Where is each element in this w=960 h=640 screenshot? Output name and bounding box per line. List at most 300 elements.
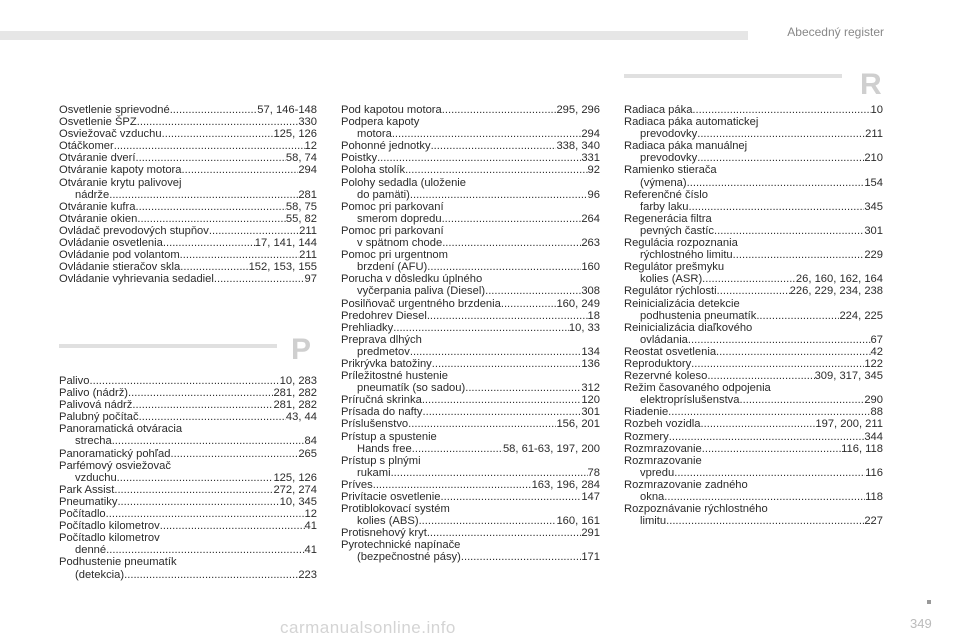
index-entry bbox=[59, 140, 317, 152]
index-entry-label: strecha bbox=[75, 435, 112, 448]
index-entry-heading: Príležitostné hustenie bbox=[341, 370, 448, 383]
index-entry-pages: 26, 160, 162, 164 bbox=[795, 273, 883, 286]
leader-dots bbox=[432, 358, 582, 370]
index-entry bbox=[624, 370, 883, 382]
index-entry-label: pneumatík (so sadou) bbox=[357, 382, 466, 395]
leader-dots bbox=[373, 479, 532, 491]
index-entry-label: vyčerpania paliva (Diesel) bbox=[357, 285, 486, 298]
index-entry-pages: 43, 44 bbox=[285, 411, 317, 424]
index-entry bbox=[341, 104, 600, 116]
index-entry-pages: 272, 274 bbox=[273, 483, 317, 496]
index-entry-pages: 10, 283 bbox=[279, 375, 317, 387]
index-entry bbox=[59, 237, 317, 249]
leader-dots bbox=[674, 467, 865, 479]
leader-dots bbox=[465, 382, 581, 394]
leader-dots bbox=[405, 164, 587, 176]
index-entry-pages: 263 bbox=[581, 237, 600, 250]
index-entry-pages: 281, 282 bbox=[273, 399, 317, 412]
index-entry bbox=[341, 358, 600, 370]
index-entry-pages: 309, 317, 345 bbox=[814, 370, 883, 383]
index-entry bbox=[624, 406, 883, 418]
index-entry-label: do pamäti) bbox=[357, 188, 410, 201]
index-entry-pages: 156, 201 bbox=[556, 418, 600, 431]
index-entry-label: ovládania bbox=[640, 333, 688, 346]
index-entry-pages: 264 bbox=[581, 212, 600, 225]
index-entry-label: Počítadlo bbox=[59, 508, 106, 521]
index-column-p-right bbox=[341, 104, 600, 564]
index-entry-label: Pod kapotou motora bbox=[341, 104, 442, 116]
index-column-r bbox=[624, 104, 883, 527]
index-entry-label: Príslušenstvo bbox=[341, 418, 409, 431]
index-entry-heading: Radiaca páka manuálnej bbox=[624, 140, 748, 153]
index-entry-pages: 265 bbox=[298, 447, 317, 460]
index-entry-label: vpredu bbox=[640, 466, 675, 479]
index-entry bbox=[624, 285, 883, 297]
index-entry bbox=[341, 539, 600, 563]
index-entry-pages: 226, 229, 234, 238 bbox=[789, 285, 883, 298]
leader-dots bbox=[112, 435, 305, 447]
index-entry bbox=[624, 479, 883, 503]
leader-dots bbox=[442, 213, 582, 225]
header-bar bbox=[0, 31, 748, 40]
index-entry-heading: Pyrotechnické napínače bbox=[341, 539, 461, 552]
index-entry-label: podhustenia pneumatík bbox=[640, 309, 757, 322]
index-entry bbox=[341, 455, 600, 479]
leader-dots bbox=[697, 128, 865, 140]
index-entry-pages: 301 bbox=[581, 406, 600, 419]
index-entry-heading: Podhustenie pneumatík bbox=[59, 556, 177, 569]
leader-dots bbox=[410, 346, 581, 358]
index-entry bbox=[624, 298, 883, 322]
index-entry-pages: 136 bbox=[581, 357, 600, 370]
index-entry-pages: 211 bbox=[865, 128, 883, 141]
index-entry bbox=[59, 448, 317, 460]
index-entry-pages: 152, 153, 155 bbox=[248, 261, 317, 274]
index-entry-pages: 84 bbox=[304, 435, 317, 448]
index-entry-pages: 301 bbox=[864, 224, 883, 237]
index-entry-label: Palubný počítač bbox=[59, 411, 139, 424]
index-entry-pages: 281 bbox=[298, 188, 317, 201]
index-entry-pages: 281, 282 bbox=[273, 387, 317, 400]
index-entry-heading: Polohy sedadla (uloženie bbox=[341, 176, 467, 189]
index-entry-heading: Podpera kapoty bbox=[341, 116, 420, 129]
index-entry-pages: 331 bbox=[581, 152, 600, 165]
index-entry-label: Osvetlenie sprievodné bbox=[59, 104, 170, 116]
leader-dots bbox=[114, 140, 305, 152]
index-entry-label: Regulátor rýchlosti bbox=[624, 285, 717, 298]
index-entry-heading: Preprava dlhých bbox=[341, 333, 422, 346]
leader-dots bbox=[163, 237, 255, 249]
index-entry-label: Rozmery bbox=[624, 430, 669, 443]
index-entry-pages: 210 bbox=[864, 152, 883, 165]
index-entry bbox=[59, 201, 317, 213]
index-entry bbox=[59, 387, 317, 399]
index-entry-heading: Porucha v dôsledku úplného bbox=[341, 273, 483, 286]
index-entry-pages: 125, 126 bbox=[273, 471, 317, 484]
index-entry-label: Osviežovač vzduchu bbox=[59, 128, 162, 141]
index-entry bbox=[59, 152, 317, 164]
index-entry-heading: Prístup s plnými bbox=[341, 454, 421, 467]
leader-dots bbox=[135, 201, 285, 213]
leader-dots bbox=[139, 411, 286, 423]
index-entry-label: Reostat osvetlenia bbox=[624, 345, 717, 358]
leader-dots bbox=[391, 467, 588, 479]
index-entry-pages: 57, 146-148 bbox=[257, 104, 317, 116]
leader-dots bbox=[422, 394, 582, 406]
index-entry-label: v spätnom chode bbox=[357, 237, 443, 250]
index-entry-label: Palivová nádrž bbox=[59, 399, 133, 412]
leader-dots bbox=[410, 189, 588, 201]
section-bar-p bbox=[59, 344, 277, 348]
index-entry-label: farby laku bbox=[640, 200, 689, 213]
leader-dots bbox=[408, 418, 556, 430]
index-entry-pages: 344 bbox=[864, 430, 883, 443]
index-entry-pages: 10 bbox=[870, 104, 883, 116]
leader-dots bbox=[393, 322, 569, 334]
index-entry-heading: Otváranie krytu palivovej bbox=[59, 176, 182, 189]
index-entry bbox=[341, 370, 600, 394]
leader-dots bbox=[117, 472, 274, 484]
index-entry-label: nádrže bbox=[75, 188, 110, 201]
index-entry-label: limitu bbox=[640, 515, 667, 528]
index-entry-pages: 116, 118 bbox=[841, 442, 883, 455]
index-entry-label: Otváranie dverí bbox=[59, 152, 136, 165]
leader-dots bbox=[733, 249, 865, 261]
leader-dots bbox=[89, 375, 279, 387]
index-entry-pages: 160, 249 bbox=[556, 297, 600, 310]
index-entry bbox=[341, 116, 600, 140]
leader-dots bbox=[461, 551, 581, 563]
index-entry-pages: 10, 33 bbox=[568, 321, 600, 334]
index-entry-pages: 96 bbox=[587, 188, 600, 201]
leader-dots bbox=[135, 152, 285, 164]
leader-dots bbox=[137, 116, 299, 128]
leader-dots bbox=[109, 189, 298, 201]
index-entry-label: Pohonné jednotky bbox=[341, 140, 431, 153]
index-entry-pages: 224, 225 bbox=[839, 309, 883, 322]
leader-dots bbox=[132, 399, 273, 411]
leader-dots bbox=[419, 515, 557, 527]
index-entry bbox=[59, 520, 317, 532]
index-entry bbox=[624, 382, 883, 406]
leader-dots bbox=[427, 261, 581, 273]
index-entry-label: rukami bbox=[357, 466, 391, 479]
index-entry bbox=[341, 491, 600, 503]
leader-dots bbox=[137, 213, 286, 225]
index-entry-pages: 211 bbox=[299, 249, 317, 262]
leader-dots bbox=[442, 104, 557, 116]
index-entry-label: Ovládanie vyhrievania sedadiel bbox=[59, 273, 214, 286]
index-entry-heading: Rozpoznávanie rýchlostného bbox=[624, 503, 768, 516]
index-entry bbox=[59, 375, 317, 387]
index-entry-pages: 10, 345 bbox=[279, 495, 317, 508]
index-entry-pages: 92 bbox=[587, 164, 600, 177]
index-entry bbox=[59, 128, 317, 140]
leader-dots bbox=[687, 177, 865, 189]
index-entry bbox=[341, 298, 600, 310]
leader-dots bbox=[431, 140, 557, 152]
index-entry-label: Poloha stolík bbox=[341, 164, 406, 177]
index-entry-pages: 171 bbox=[581, 551, 600, 564]
index-entry-label: Ovládanie stieračov skla bbox=[59, 261, 181, 274]
index-entry-label: Príves bbox=[341, 478, 373, 491]
index-entry-pages: 55, 82 bbox=[285, 212, 317, 225]
leader-dots bbox=[377, 152, 581, 164]
index-entry-label: Pneumatiky bbox=[59, 495, 118, 508]
index-entry bbox=[341, 322, 600, 334]
watermark: carmanualsonline.info bbox=[280, 618, 456, 637]
index-entry-heading: Rozmrazovanie bbox=[624, 454, 702, 467]
index-entry-label: Panoramatický pohľad bbox=[59, 447, 171, 460]
index-entry-pages: 211 bbox=[299, 224, 317, 237]
index-entry-label: Rezervné koleso bbox=[624, 370, 708, 383]
index-entry bbox=[341, 225, 600, 249]
index-entry-pages: 17, 141, 144 bbox=[254, 237, 317, 250]
index-entry-pages: 291 bbox=[581, 527, 600, 540]
index-entry-label: kolies (ABS) bbox=[357, 515, 419, 528]
index-entry-heading: Regenerácia filtra bbox=[624, 212, 712, 225]
index-entry-pages: 41 bbox=[304, 520, 317, 533]
index-entry bbox=[341, 431, 600, 455]
index-entry-label: Ovládač prevodových stupňov bbox=[59, 224, 209, 237]
leader-dots bbox=[180, 249, 300, 261]
index-entry-pages: 294 bbox=[298, 164, 317, 177]
index-entry bbox=[59, 496, 317, 508]
index-entry bbox=[59, 249, 317, 261]
leader-dots bbox=[697, 152, 864, 164]
index-entry bbox=[624, 322, 883, 346]
page-number: 349 bbox=[910, 616, 932, 631]
index-entry-heading: Regulátor prešmyku bbox=[624, 261, 725, 274]
index-entry-heading: Protiblokovací systém bbox=[341, 503, 450, 516]
index-entry-pages: 78 bbox=[587, 466, 600, 479]
leader-dots bbox=[714, 225, 864, 237]
index-entry bbox=[341, 527, 600, 539]
leader-dots bbox=[114, 484, 273, 496]
index-entry-label: Palivo bbox=[59, 375, 90, 387]
leader-dots bbox=[717, 285, 790, 297]
index-entry-pages: 88 bbox=[870, 406, 883, 419]
index-entry-label: Predohrev Diesel bbox=[341, 309, 427, 322]
leader-dots bbox=[412, 443, 503, 455]
index-entry bbox=[341, 406, 600, 418]
index-entry-label: Otváranie okien bbox=[59, 212, 138, 225]
leader-dots bbox=[170, 104, 258, 116]
index-entry-pages: 125, 126 bbox=[273, 128, 317, 141]
index-entry-pages: 97 bbox=[304, 273, 317, 286]
index-entry-label: prevodovky bbox=[640, 128, 698, 141]
leader-dots bbox=[688, 334, 871, 346]
leader-dots bbox=[485, 285, 581, 297]
leader-dots bbox=[692, 104, 870, 116]
index-entry-label: elektropríslušenstva bbox=[640, 394, 740, 407]
index-entry-heading: Reinicializácia diaľkového bbox=[624, 321, 753, 334]
index-entry-pages: 160, 161 bbox=[556, 515, 600, 528]
index-entry-pages: 134 bbox=[581, 345, 600, 358]
index-entry bbox=[341, 152, 600, 164]
index-entry bbox=[341, 177, 600, 201]
index-entry-pages: 58, 61-63, 197, 200 bbox=[502, 442, 600, 455]
index-entry-label: Počítadlo kilometrov bbox=[59, 520, 160, 533]
index-entry-label: Privítacie osvetlenie bbox=[341, 491, 441, 503]
index-entry-heading: Reinicializácia detekcie bbox=[624, 297, 740, 310]
index-entry bbox=[624, 455, 883, 479]
index-entry-heading: Referenčné číslo bbox=[624, 188, 708, 201]
index-entry-label: kolies (ASR) bbox=[640, 273, 703, 286]
index-entry bbox=[624, 104, 883, 116]
index-entry-label: (detekcia) bbox=[75, 568, 125, 581]
leader-dots bbox=[128, 387, 273, 399]
index-entry-label: Palivo (nádrž) bbox=[59, 387, 129, 400]
index-entry-label: Otáčkomer bbox=[59, 140, 114, 153]
leader-dots bbox=[427, 310, 588, 322]
index-entry-label: Rozmrazovanie bbox=[624, 442, 702, 455]
index-entry-pages: 58, 74 bbox=[285, 152, 317, 165]
leader-dots bbox=[427, 527, 582, 539]
leader-dots bbox=[117, 496, 279, 508]
leader-dots bbox=[702, 273, 796, 285]
index-entry-heading: Režim časovaného odpojenia bbox=[624, 382, 771, 395]
index-entry-label: Poistky bbox=[341, 152, 378, 165]
index-entry bbox=[624, 116, 883, 140]
index-entry bbox=[59, 532, 317, 556]
index-entry-pages: 42 bbox=[870, 345, 883, 358]
leader-dots bbox=[441, 491, 582, 503]
index-entry-label: (bezpečnostné pásy) bbox=[357, 551, 461, 564]
index-entry-heading: Pomoc pri urgentnom bbox=[341, 249, 448, 262]
index-entry-pages: 154 bbox=[864, 176, 883, 189]
index-entry-pages: 118 bbox=[865, 491, 883, 503]
section-letter-p: P bbox=[291, 333, 312, 366]
index-entry-pages: 197, 200, 211 bbox=[815, 418, 883, 431]
index-entry-label: Park Assist bbox=[59, 483, 115, 496]
index-entry bbox=[624, 237, 883, 261]
index-entry bbox=[624, 189, 883, 213]
index-entry bbox=[624, 213, 883, 237]
index-entry-label: Otváranie kapoty motora bbox=[59, 164, 182, 177]
index-entry-label: Prísada do nafty bbox=[341, 406, 423, 419]
leader-dots bbox=[716, 346, 871, 358]
index-entry bbox=[624, 418, 883, 430]
index-entry bbox=[59, 213, 317, 225]
index-entry-pages: 116 bbox=[865, 466, 883, 479]
index-entry-label: Príručná skrinka bbox=[341, 394, 422, 407]
index-entry-pages: 227 bbox=[864, 515, 883, 528]
index-entry-pages: 120 bbox=[581, 394, 600, 407]
leader-dots bbox=[182, 164, 299, 176]
index-entry bbox=[59, 261, 317, 273]
index-entry bbox=[341, 249, 600, 273]
leader-dots bbox=[209, 225, 299, 237]
index-entry-pages: 12 bbox=[304, 140, 317, 153]
leader-dots bbox=[740, 394, 865, 406]
index-entry-pages: 338, 340 bbox=[556, 140, 600, 153]
index-entry bbox=[624, 358, 883, 370]
section-bar-r bbox=[624, 74, 842, 78]
index-entry bbox=[624, 503, 883, 527]
index-entry-label: rýchlostného limitu bbox=[640, 249, 733, 262]
leader-dots bbox=[501, 298, 557, 310]
index-entry-heading: Prístup a spustenie bbox=[341, 430, 437, 443]
leader-dots bbox=[106, 508, 305, 520]
index-entry-pages: 290 bbox=[864, 394, 883, 407]
leader-dots bbox=[170, 448, 298, 460]
index-entry-pages: 295, 296 bbox=[556, 104, 600, 116]
index-entry-pages: 67 bbox=[870, 333, 883, 346]
index-entry bbox=[59, 164, 317, 176]
index-entry-label: smerom dopredu bbox=[357, 212, 442, 225]
index-entry-heading: Rozmrazovanie zadného bbox=[624, 478, 748, 491]
index-entry bbox=[59, 399, 317, 411]
index-entry-pages: 163, 196, 284 bbox=[531, 478, 600, 491]
index-entry-pages: 58, 75 bbox=[285, 200, 317, 213]
index-entry bbox=[624, 346, 883, 358]
index-entry bbox=[341, 334, 600, 358]
index-entry bbox=[341, 418, 600, 430]
leader-dots bbox=[666, 515, 864, 527]
index-entry-label: Posilňovač urgentného brzdenia bbox=[341, 297, 501, 310]
corner-marker bbox=[927, 600, 931, 604]
index-entry-pages: 41 bbox=[304, 544, 317, 557]
leader-dots bbox=[701, 418, 816, 430]
index-entry bbox=[624, 443, 883, 455]
index-entry-pages: 12 bbox=[304, 508, 317, 521]
index-entry bbox=[624, 261, 883, 285]
index-entry-label: Ovládanie osvetlenia bbox=[59, 237, 163, 250]
index-entry bbox=[624, 164, 883, 188]
index-column-p-left bbox=[59, 375, 317, 581]
leader-dots bbox=[691, 358, 864, 370]
index-entry-label: Hands free bbox=[357, 442, 412, 455]
index-entry-label: Ovládanie pod volantom bbox=[59, 249, 180, 262]
index-entry bbox=[341, 394, 600, 406]
index-entry-label: Radiaca páka bbox=[624, 104, 693, 116]
index-entry-label: vzduchu bbox=[75, 471, 117, 484]
index-entry-heading: Počítadlo kilometrov bbox=[59, 532, 160, 545]
index-entry-heading: Ramienko stierača bbox=[624, 164, 717, 177]
section-letter-r: R bbox=[860, 68, 882, 101]
index-entry-pages: 18 bbox=[587, 309, 600, 322]
index-entry bbox=[59, 273, 317, 285]
index-entry-label: okna bbox=[640, 491, 665, 503]
leader-dots bbox=[124, 569, 298, 581]
index-entry-label: Osvetlenie ŠPZ bbox=[59, 116, 137, 129]
index-entry-heading: Radiaca páka automatickej bbox=[624, 116, 759, 129]
leader-dots bbox=[106, 544, 304, 556]
index-entry-label: Rozbeh vozidla bbox=[624, 418, 701, 431]
leader-dots bbox=[214, 273, 305, 285]
index-entry-label: Prehliadky bbox=[341, 321, 394, 334]
index-entry-heading: Parfémový osviežovač bbox=[59, 459, 171, 472]
index-entry bbox=[341, 273, 600, 297]
index-entry-label: Reproduktory bbox=[624, 357, 692, 370]
index-entry bbox=[341, 479, 600, 491]
index-entry bbox=[341, 140, 600, 152]
index-entry bbox=[59, 177, 317, 201]
leader-dots bbox=[669, 431, 865, 443]
index-entry bbox=[341, 164, 600, 176]
index-entry-pages: 160 bbox=[581, 261, 600, 274]
leader-dots bbox=[689, 201, 865, 213]
leader-dots bbox=[180, 261, 248, 273]
index-entry bbox=[59, 104, 317, 116]
index-entry-heading: Pomoc pri parkovaní bbox=[341, 224, 444, 237]
leader-dots bbox=[160, 520, 305, 532]
index-entry-pages: 312 bbox=[581, 382, 600, 395]
index-entry-pages: 345 bbox=[864, 200, 883, 213]
index-entry bbox=[624, 431, 883, 443]
index-entry-label: Prikrývka batožiny bbox=[341, 357, 432, 370]
